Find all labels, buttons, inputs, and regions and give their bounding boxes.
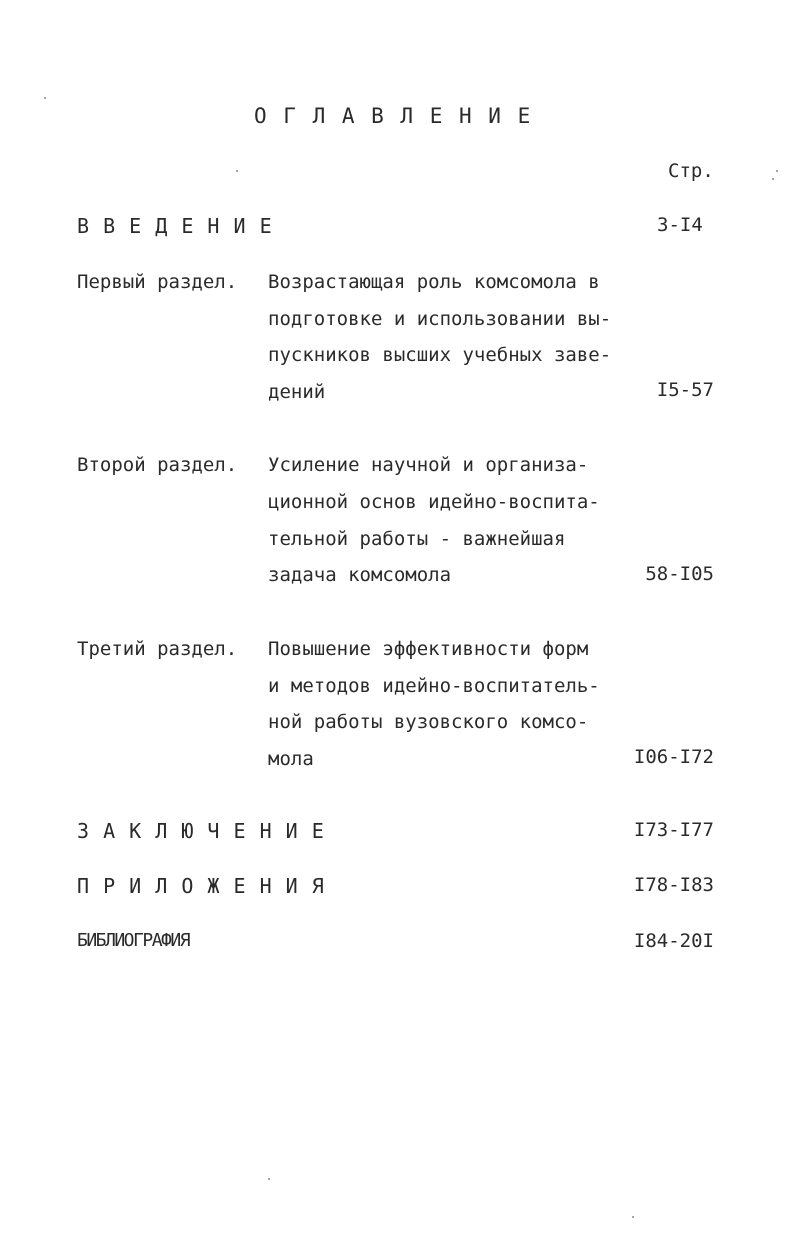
- page-title: О Г Л А В Л Е Н И Е: [254, 104, 533, 128]
- section-3-line-3: ной работы вузовского комсо-: [268, 711, 589, 733]
- scan-speck: [268, 1178, 270, 1180]
- section-3-line-2: и методов идейно-воспитатель-: [268, 675, 600, 697]
- section-1-pages: I5-57: [656, 379, 714, 401]
- scan-speck: [772, 178, 774, 180]
- section-2-pages: 58-I05: [645, 563, 714, 585]
- intro-label: В В Е Д Е Н И Е: [77, 214, 273, 238]
- scan-speck: [632, 1216, 634, 1218]
- section-3-line-1: Повышение эффективности форм: [268, 638, 589, 660]
- section-2-label: Второй раздел.: [77, 454, 238, 476]
- scan-speck: [776, 170, 778, 172]
- bibliography-pages: I84-20I: [633, 930, 714, 952]
- section-3-pages: I06-I72: [633, 746, 714, 768]
- section-2-line-2: ционной основ идейно-воспита-: [268, 491, 600, 513]
- section-1-line-2: подготовке и использовании вы-: [268, 308, 612, 330]
- section-1-line-1: Возрастающая роль комсомола в: [268, 271, 600, 293]
- section-3-line-4: мола: [268, 748, 314, 770]
- section-2-line-3: тельной работы - важнейшая: [268, 528, 566, 550]
- page-column-label: Стр.: [668, 160, 714, 182]
- section-2-line-4: задача комсомола: [268, 564, 452, 586]
- conclusion-label: З А К Л Ю Ч Е Н И Е: [77, 819, 325, 843]
- section-1-label: Первый раздел.: [77, 271, 238, 293]
- appendices-label: П Р И Л О Ж Е Н И Я: [77, 874, 325, 898]
- section-1-line-3: пускников высших учебных заве-: [268, 344, 612, 366]
- bibliography-label: БИБЛИОГРАФИЯ: [77, 930, 190, 951]
- section-2-line-1: Усиление научной и организа-: [268, 454, 589, 476]
- section-1-line-4: дений: [268, 381, 326, 403]
- intro-pages: 3-I4: [657, 214, 703, 236]
- scan-speck: [236, 170, 238, 172]
- scan-speck: [44, 97, 46, 99]
- section-3-label: Третий раздел.: [77, 638, 238, 660]
- appendices-pages: I78-I83: [633, 874, 714, 896]
- conclusion-pages: I73-I77: [633, 819, 714, 841]
